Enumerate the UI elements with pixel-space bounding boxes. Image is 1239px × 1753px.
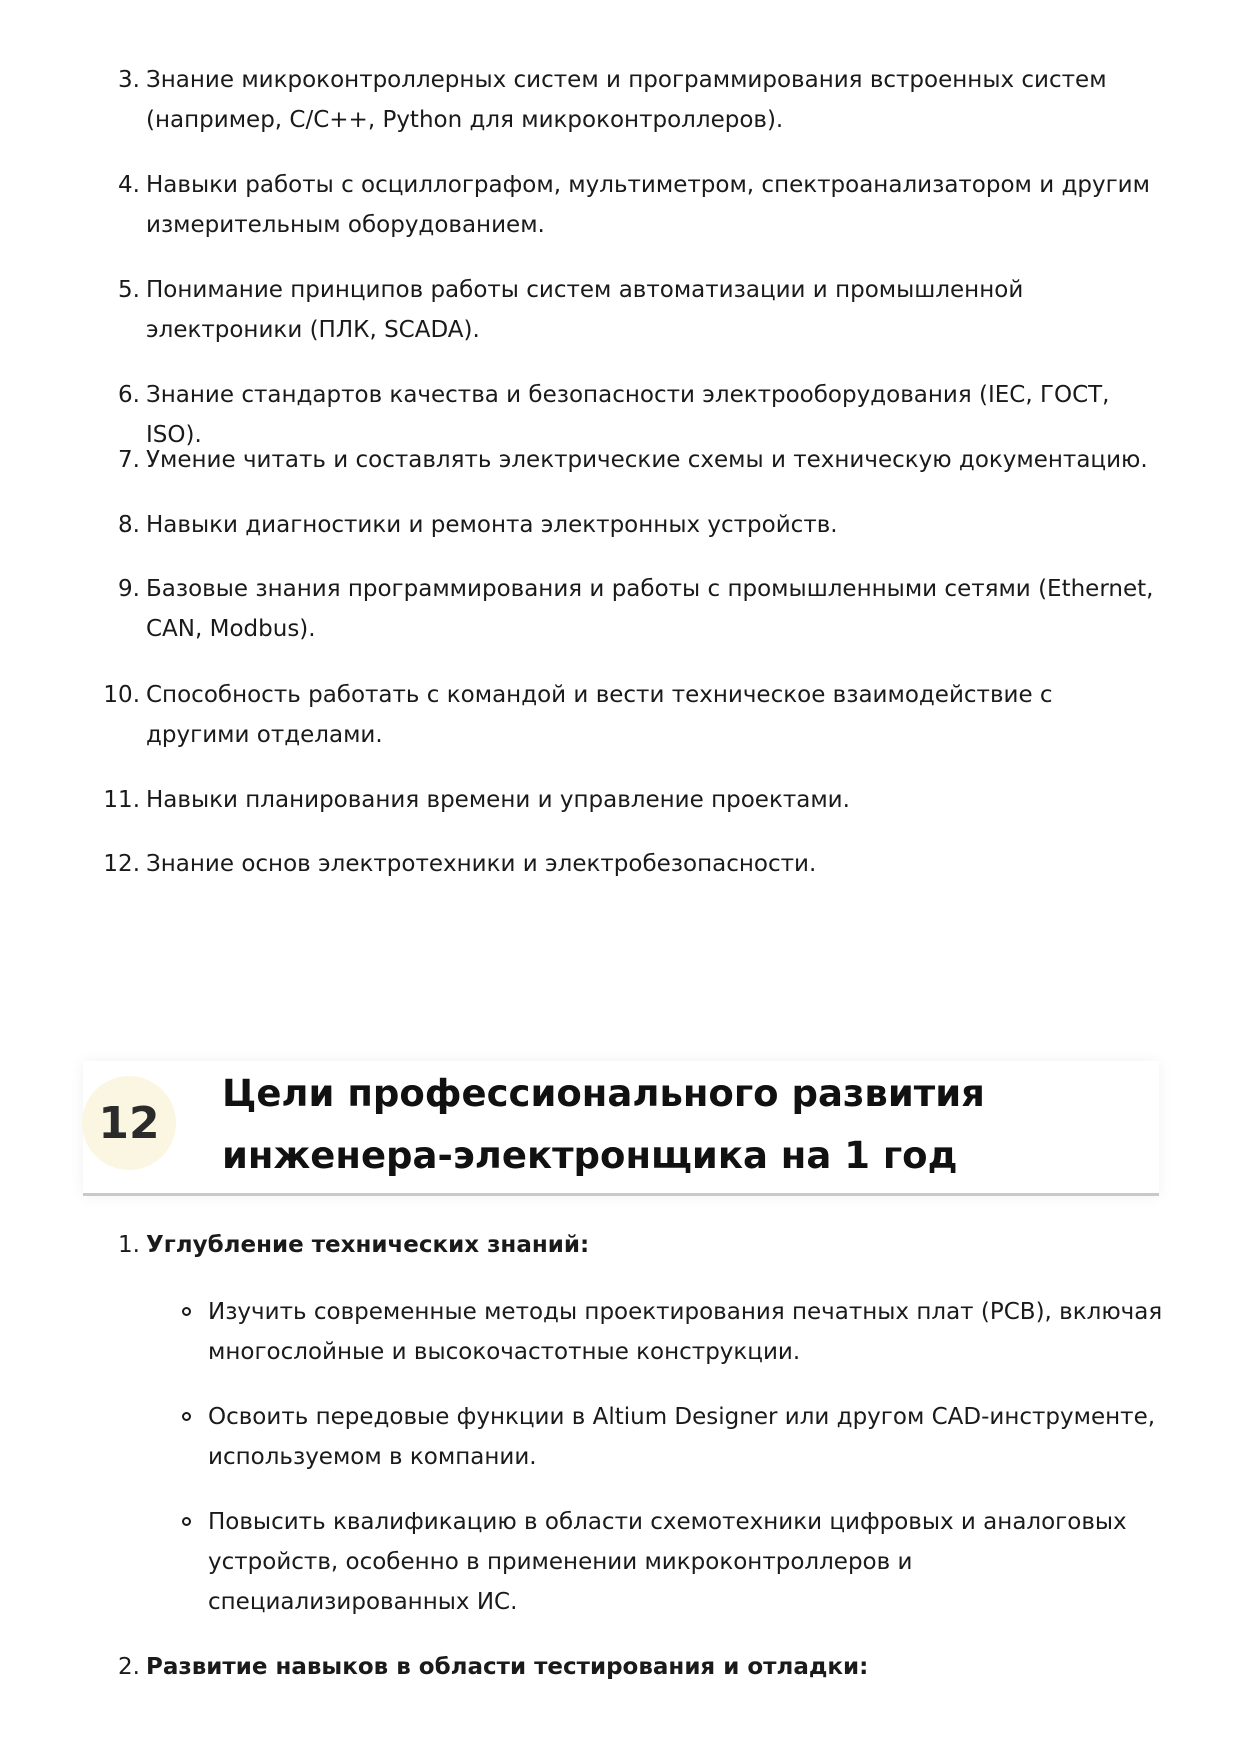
list-item-number: 7. bbox=[118, 447, 140, 473]
goal-subitem bbox=[208, 1397, 1168, 1477]
list-item-number: 5. bbox=[118, 277, 140, 303]
section-title: Цели профессионального развития инженера-электронщика на 1 год bbox=[222, 1072, 985, 1177]
list-item bbox=[118, 165, 1156, 245]
list-item-text: Знание микроконтроллерных систем и программирования встроенных систем (например, C/C++, Python для микроконтроллеров). bbox=[146, 67, 1107, 133]
list-item-number: 9. bbox=[118, 576, 140, 602]
goal-subitem bbox=[208, 1502, 1168, 1622]
list-item-text: Навыки работы с осциллографом, мультиметром, спектроанализатором и другим измерительным оборудованием. bbox=[146, 172, 1150, 238]
list-item-text: Знание основ электротехники и электробезопасности. bbox=[146, 851, 817, 877]
goal-number: 1. bbox=[118, 1232, 140, 1258]
list-item-number: 10. bbox=[103, 682, 140, 708]
goal-subitem-text: Изучить современные методы проектирования печатных плат (PCB), включая многослойные и высокочастотные конструкции. bbox=[208, 1299, 1163, 1365]
list-item-text: Способность работать с командой и вести техническое взаимодействие с другими отделами. bbox=[146, 682, 1053, 748]
list-item-text: Навыки диагностики и ремонта электронных устройств. bbox=[146, 512, 838, 538]
list-item bbox=[118, 440, 1156, 480]
list-item bbox=[103, 844, 1156, 884]
list-item bbox=[118, 505, 1156, 545]
list-item-text: Навыки планирования времени и управление проектами. bbox=[146, 787, 850, 813]
list-item-number: 11. bbox=[103, 787, 140, 813]
list-item-text: Умение читать и составлять электрические схемы и техническую документацию. bbox=[146, 447, 1148, 473]
circle-bullet-icon bbox=[182, 1307, 191, 1316]
circle-bullet-icon bbox=[182, 1517, 191, 1526]
list-item bbox=[103, 780, 1156, 820]
goal-item bbox=[118, 1225, 1156, 1265]
goal-subitem bbox=[208, 1292, 1168, 1372]
section-number-badge: 12 bbox=[82, 1076, 176, 1170]
list-item-number: 12. bbox=[103, 851, 140, 877]
goal-title: Развитие навыков в области тестирования и отладки: bbox=[146, 1654, 869, 1680]
goal-title: Углубление технических знаний: bbox=[146, 1232, 590, 1258]
list-item-number: 8. bbox=[118, 512, 140, 538]
list-item-text: Понимание принципов работы систем автоматизации и промышленной электроники (ПЛК, SCADA). bbox=[146, 277, 1024, 343]
goal-number: 2. bbox=[118, 1654, 140, 1680]
list-item bbox=[118, 270, 1156, 350]
list-item-number: 4. bbox=[118, 172, 140, 198]
goal-subitem-text: Освоить передовые функции в Altium Designer или другом CAD-инструменте, используемом в компании. bbox=[208, 1404, 1156, 1470]
circle-bullet-icon bbox=[182, 1412, 191, 1421]
list-item bbox=[118, 569, 1156, 649]
list-item-text: Базовые знания программирования и работы с промышленными сетями (Ethernet, CAN, Modbus). bbox=[146, 576, 1154, 642]
goal-item bbox=[118, 1647, 1156, 1687]
list-item bbox=[103, 675, 1156, 755]
goal-subitem-text: Повысить квалификацию в области схемотехники цифровых и аналоговых устройств, особенно в применении микроконтроллеров и специализированных ИС. bbox=[208, 1509, 1127, 1615]
list-item-number: 3. bbox=[118, 67, 140, 93]
list-item-text: Знание стандартов качества и безопасности электрооборудования (IEC, ГОСТ, ISO). bbox=[146, 382, 1110, 448]
list-item bbox=[118, 60, 1156, 140]
list-item-number: 6. bbox=[118, 382, 140, 408]
